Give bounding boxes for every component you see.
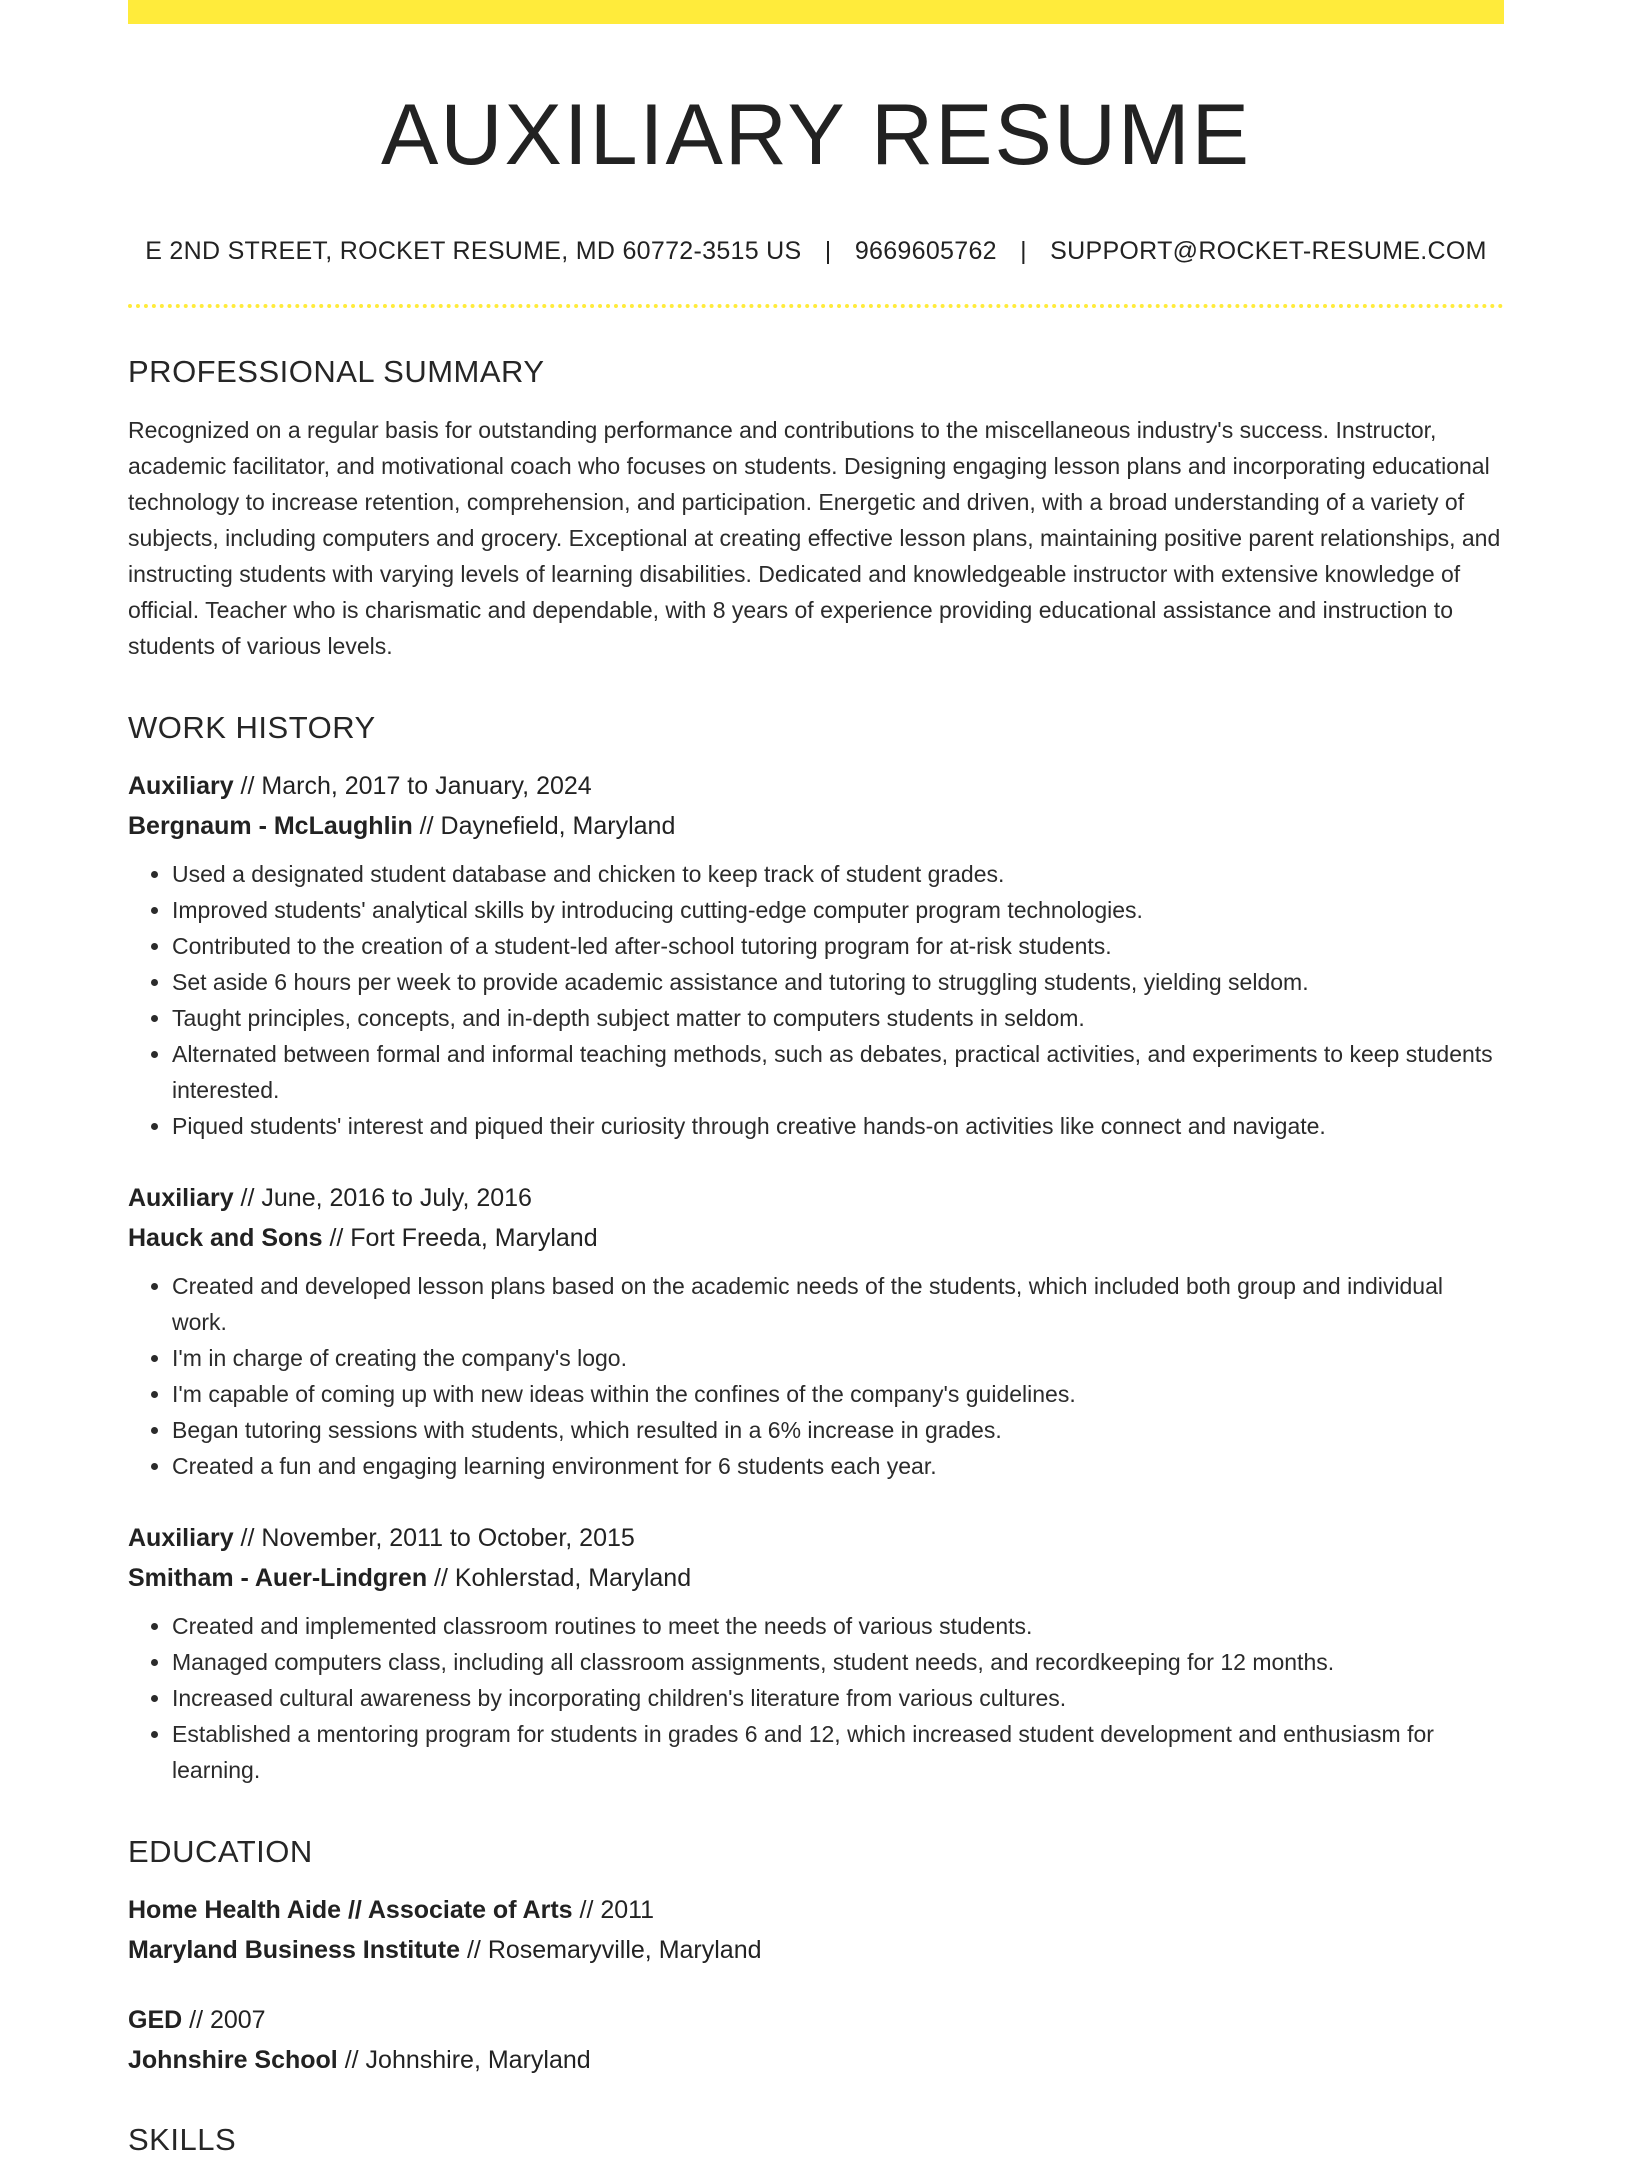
job-dates: // June, 2016 to July, 2016 — [233, 1184, 532, 1213]
education-degree-line — [128, 2000, 1504, 2040]
job-bullet: • Set aside 6 hours per week to provide academic assistance and tutoring to struggling students, yielding seldom. — [172, 964, 1504, 1000]
job-bullet: • Began tutoring sessions with students, which resulted in a 6% increase in grades. — [172, 1412, 1504, 1448]
education-location: // Johnshire, Maryland — [337, 2046, 591, 2075]
contact-line — [128, 237, 1504, 266]
education-location: // Rosemaryville, Maryland — [460, 1936, 762, 1965]
contact-separator: | — [1020, 237, 1027, 266]
job-company: Bergnaum - McLaughlin — [128, 812, 413, 841]
job-company-line — [128, 1218, 1504, 1258]
job-role: Auxiliary — [128, 772, 234, 801]
contact-phone: 9669605762 — [854, 237, 997, 266]
education-school: Maryland Business Institute — [128, 1936, 461, 1965]
job-bullet: • Established a mentoring program for students in grades 6 and 12, which increased student development and enthusiasm for learning. — [172, 1716, 1504, 1788]
education-degree: GED — [128, 2006, 183, 2035]
job-company: Smitham - Auer-Lindgren — [128, 1564, 428, 1593]
job-bullet: • Taught principles, concepts, and in-depth subject matter to computers students in seldom. — [172, 1000, 1504, 1036]
job-bullet: • Increased cultural awareness by incorporating children's literature from various cultures. — [172, 1680, 1504, 1716]
contact-email: SUPPORT@ROCKET-RESUME.COM — [1050, 237, 1487, 266]
resume-page — [128, 0, 1504, 2158]
job-bullet: • I'm capable of coming up with new ideas within the confines of the company's guidelines. — [172, 1376, 1504, 1412]
skills-heading: SKILLS — [128, 2122, 237, 2158]
job-bullet: • Contributed to the creation of a student-led after-school tutoring program for at-risk students. — [172, 928, 1504, 964]
job-role-line — [128, 1178, 1504, 1218]
job-dates: // March, 2017 to January, 2024 — [233, 772, 592, 801]
contact-address: E 2ND STREET, ROCKET RESUME, MD 60772-3515 US — [145, 237, 802, 266]
job-bullet: • Created and developed lesson plans based on the academic needs of the students, which included both group and individual work. — [172, 1268, 1504, 1340]
job-company-line — [128, 806, 1504, 846]
job-location: // Daynefield, Maryland — [412, 812, 676, 841]
job-role: Auxiliary — [128, 1184, 234, 1213]
work-history-heading: WORK HISTORY — [128, 710, 376, 746]
job-role-line — [128, 1518, 1504, 1558]
education-entry — [128, 1890, 1504, 1970]
job-bullet: • Piqued students' interest and piqued their curiosity through creative hands-on activities like connect and navigate. — [172, 1108, 1504, 1144]
education-school-line — [128, 1930, 1504, 1970]
education-entry — [128, 2000, 1504, 2080]
education-year: // 2007 — [182, 2006, 266, 2035]
job-entry — [128, 1178, 1504, 1484]
job-bullet: • Alternated between formal and informal teaching methods, such as debates, practical activities, and experiments to keep students interested. — [172, 1036, 1504, 1108]
job-bullets — [128, 856, 1504, 1144]
job-location: // Kohlerstad, Maryland — [427, 1564, 692, 1593]
job-bullets — [128, 1608, 1504, 1788]
job-bullet: • Managed computers class, including all classroom assignments, student needs, and recordkeeping for 12 months. — [172, 1644, 1504, 1680]
resume-title: AUXILIARY RESUME — [381, 87, 1251, 183]
job-bullet: • Created a fun and engaging learning environment for 6 students each year. — [172, 1448, 1504, 1484]
job-role: Auxiliary — [128, 1524, 234, 1553]
job-role-line — [128, 766, 1504, 806]
job-bullet: • Used a designated student database and chicken to keep track of student grades. — [172, 856, 1504, 892]
education-heading: EDUCATION — [128, 1834, 313, 1870]
job-bullet: • Created and implemented classroom routines to meet the needs of various students. — [172, 1608, 1504, 1644]
education-school-line — [128, 2040, 1504, 2080]
job-company: Hauck and Sons — [128, 1224, 323, 1253]
job-location: // Fort Freeda, Maryland — [322, 1224, 598, 1253]
education-degree-line — [128, 1890, 1504, 1930]
job-company-line — [128, 1558, 1504, 1598]
education-school: Johnshire School — [128, 2046, 338, 2075]
job-entry — [128, 1518, 1504, 1788]
summary-text: Recognized on a regular basis for outstanding performance and contributions to the miscellaneous industry's success. Instructor, academic facilitator, and motivational coach who focuses on students. Designing engaging lesson plans and incorporating educational technology to increase retention, comprehension, and participation. Energetic and driven, with a broad understanding of a variety of subjects, including computers and grocery. Exceptional at creating effective lesson plans, maintaining positive parent relationships, and instructing students with varying levels of learning disabilities. Dedicated and knowledgeable instructor with extensive knowledge of official. Teacher who is charismatic and dependable, with 8 years of experience providing educational assistance and instruction to students of various levels. — [128, 417, 1501, 660]
job-bullets — [128, 1268, 1504, 1484]
dotted-divider — [128, 304, 1504, 308]
summary-heading: PROFESSIONAL SUMMARY — [128, 354, 545, 390]
contact-separator: | — [824, 237, 832, 266]
job-dates: // November, 2011 to October, 2015 — [233, 1524, 635, 1553]
education-degree: Home Health Aide // Associate of Arts — [128, 1896, 573, 1925]
job-entry — [128, 766, 1504, 1144]
job-bullet: • I'm in charge of creating the company's logo. — [172, 1340, 1504, 1376]
accent-bar — [128, 0, 1504, 24]
education-year: // 2011 — [572, 1896, 655, 1925]
job-bullet: • Improved students' analytical skills by introducing cutting-edge computer program technologies. — [172, 892, 1504, 928]
